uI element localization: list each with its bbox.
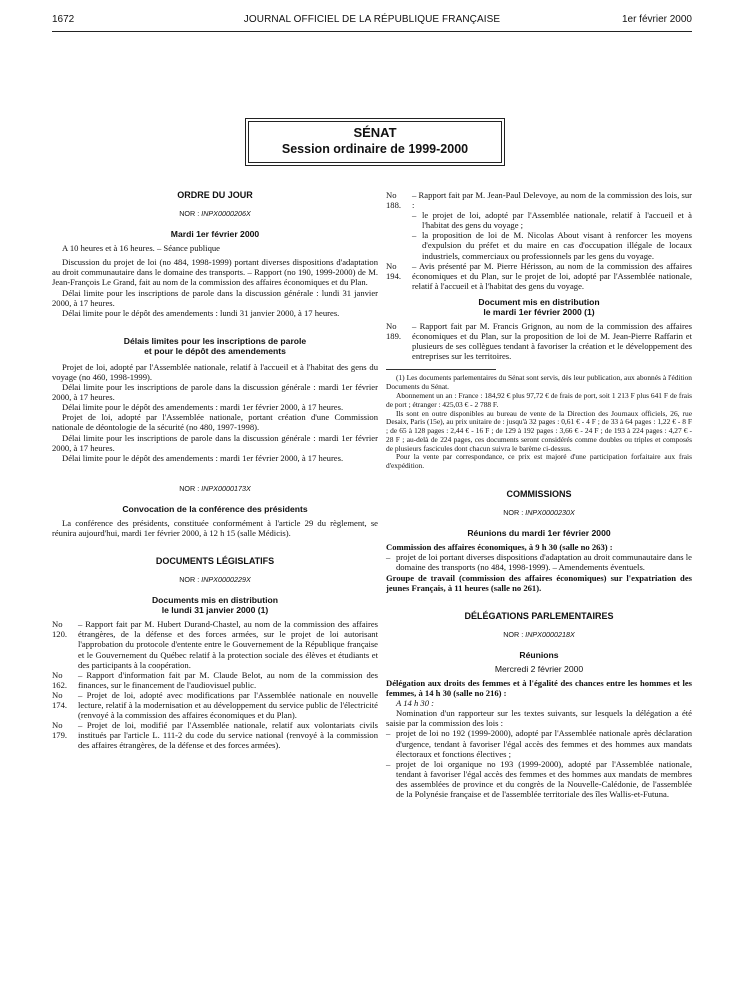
list-item: – le projet de loi, adopté par l'Assemblée nationale, relatif à l'accueil et à l'habitat des gens du voyage ; [412,210,692,231]
left-column [52,190,378,750]
paragraph: Délai limite pour le dépôt des amendements : mardi 1er février 2000, à 17 heures. [62,402,344,413]
paragraph: Délai limite pour les inscriptions de parole dans la discussion générale : mardi 1er février 2000, à 17 heures. [52,382,378,403]
paragraph: A 14 h 30 : [396,698,435,709]
paragraph: Projet de loi, adopté par l'Assemblée nationale, relatif à l'accueil et à l'habitat des gens du voyage (no 460, 1998-1999). [52,361,378,382]
section-title-delegations: DÉLÉGATIONS PARLEMENTAIRES [464,610,614,621]
document-item: No 179. – Projet de loi, modifié par l'Assemblée nationale, relatif aux volontariats civils institués par l'article L. 111-2 du code du service national (renvoyé à la commission des affaires étrangères, de la défense et des forces armées). [52,720,378,751]
senat-banner [248,121,502,163]
nor-code: NOR : INPX0000173X [179,483,251,493]
document-item: No 194. – Avis présenté par M. Pierre Hérisson, au nom de la commission des affaires économiques et du Plan, sur le projet de loi, adopté par l'Assemblée nationale, relatif à l'accueil et à l'habitat des gens du voyage. [386,260,692,291]
footnote-rule [386,369,496,370]
running-header [52,14,692,30]
header-rule [52,31,692,32]
paragraph: Délégation aux droits des femmes et à l'égalité des chances entre les hommes et les femmes, à 14 h 30 (salle no 216) : [386,678,692,699]
nor-code: NOR : INPX0000229X [179,575,251,585]
issue-date: 1er février 2000 [621,14,692,25]
page-number: 1672 [52,14,75,25]
paragraph: Projet de loi, adopté par l'Assemblée nationale, portant création d'une Commission nationale de déontologie de la sécurité (no 480, 1997-1998). [52,412,378,433]
section-title-delais: Délais limites pour les inscriptions de parole et pour le dépôt des amendements [123,335,307,356]
journal-title: JOURNAL OFFICIEL DE LA RÉPUBLIQUE FRANÇAISE [243,14,501,25]
paragraph: Délai limite pour le dépôt des amendements : mardi 1er février 2000, à 17 heures. [62,452,344,463]
paragraph: Discussion du projet de loi (no 484, 1998-1999) portant diverses dispositions d'adaptation au droit communautaire dans le domaine des transports. – Rapport (no 190, 1999-2000) de M. Jean-François Le Grand, fait au nom de la commission des affaires économiques et du Plan. [52,257,378,288]
document-item: No 189. – Rapport fait par M. Francis Grignon, au nom de la commission des affaires économiques et du Plan, sur la proposition de loi de M. Jean-Pierre Raffarin et plusieurs de ses collègues tendant à favoriser la création et le développement des entreprises sur les territoires. [386,320,692,362]
nor-code: NOR : INPX0000206X [179,209,251,219]
right-column [386,190,692,799]
session-date: Mardi 1er février 2000 [170,229,260,240]
paragraph: A 10 heures et à 16 heures. – Séance publique [62,243,220,254]
distribution-heading: Document mis en distribution le mardi 1er février 2000 (1) [478,296,600,317]
nor-code: NOR : INPX0000230X [503,508,575,518]
meeting-date: Mercredi 2 février 2000 [494,663,584,674]
paragraph: Délai limite pour le dépôt des amendements : lundi 31 janvier 2000, à 17 heures. [62,307,340,318]
section-title-documents: DOCUMENTS LÉGISLATIFS [155,556,275,567]
section-title-convocation: Convocation de la conférence des présidents [122,503,308,514]
list-item: – projet de loi portant diverses dispositions d'adaptation au droit communautaire dans le domaine des transports (no 484, 1998-1999). – Amendements éventuels. [386,552,692,573]
document-item: No 188. – Rapport fait par M. Jean-Paul Delevoye, au nom de la commission des lois, sur : [386,190,692,211]
section-title-commissions: COMMISSIONS [506,489,572,500]
footnote: (1) Les documents parlementaires du Sénat sont servis, dès leur publication, aux abonnés à l'édition Documents du Sénat. Abonnement un an : France : 184,92 € plus 97,72 € de frais de port, soit 1 213 F plus 641 F de frais de port ; étranger : 425,03 € - 2 788 F. Ils sont en outre disponibles au bureau de vente de la Direction des Journaux officiels, 26, rue Desaix, Paris (15e), au prix unitaire de : jusqu'à 32 pages : 0,61 € - 4 F ; de 33 à 64 pages : 1,22 € - 8 F ; de 65 à 128 pages : 2,44 € - 16 F ; de 129 à 192 pages : 3,66 € - 24 F ; de 193 à 224 pages : 4,27 € - 28 F ; au-delà de 224 pages, ces documents seront considérés comme doubles ou triples et composés de plusieurs fascicules dont chacun suivra le barème ci-dessus. Pour la vente par correspondance, ce prix est majoré d'une participation forfaitaire aux frais d'expédition. [386,373,692,471]
paragraph: Groupe de travail (commission des affaires économiques) sur l'expatriation des jeunes Français, à 11 heures (salle no 261). [386,572,692,593]
list-item: – projet de loi no 192 (1999-2000), adopté par l'Assemblée nationale après déclaration d'urgence, tendant à favoriser l'égal accès des femmes et des hommes aux mandats électoraux et fonctions électives ; [386,728,692,759]
document-item: No 120. – Rapport fait par M. Hubert Durand-Chastel, au nom de la commission des affaires étrangères, de la défense et des forces armées, sur le projet de loi autorisant l'approbation du protocole d'entente entre le Gouvernement de la République française et le Gouvernement du Québec relatif à la protection sociale des élèves et étudiants et des participants à la coopération. [52,619,378,670]
list-item: – projet de loi organique no 193 (1999-2000), adopté par l'Assemblée nationale, tendant à favoriser l'égal accès des femmes et des hommes aux mandats de membres des assemblées de province et du congrès de la Nouvelle-Calédonie, de l'assemblée de la Polynésie française et de l'assemblée territoriale des îles Wallis-et-Futuna. [386,758,692,800]
list-item: – la proposition de loi de M. Nicolas About visant à renforcer les moyens d'expulsion du préfet et du maire en cas d'occupation illégale de locaux industriels, commerciaux ou professionnels par les gens du voyage. [412,230,692,261]
meetings-heading: Réunions du mardi 1er février 2000 [467,528,611,539]
paragraph: Nomination d'un rapporteur sur les textes suivants, sur lesquels la délégation a été saisie par la commission des lois : [386,708,692,729]
meetings-heading: Réunions [519,649,559,660]
distribution-heading: Documents mis en distribution le lundi 31 janvier 2000 (1) [151,595,279,616]
banner-title: SÉNAT [353,125,397,140]
banner-subtitle: Session ordinaire de 1999-2000 [281,142,469,156]
nor-code: NOR : INPX0000218X [503,629,575,639]
paragraph: Commission des affaires économiques, à 9 h 30 (salle no 263) : [386,542,613,553]
paragraph: Délai limite pour les inscriptions de parole dans la discussion générale : lundi 31 janvier 2000, à 17 heures. [52,287,378,308]
document-item: No 174. – Projet de loi, adopté avec modifications par l'Assemblée nationale en nouvelle lecture, relatif à la modernisation et au développement du service public de l'électricité (renvoyé à la commission des affaires économiques et du Plan). [52,689,378,721]
section-title-ordre: ORDRE DU JOUR [177,190,253,200]
document-item: No 162. – Rapport d'information fait par M. Claude Belot, au nom de la commission des finances, sur le financement de l'audiovisuel public. [52,669,378,690]
paragraph: La conférence des présidents, constituée conformément à l'article 29 du règlement, se réunira aujourd'hui, mardi 1er février 2000, à 12 h 15 (salle Médicis). [52,517,378,538]
paragraph: Délai limite pour les inscriptions de parole dans la discussion générale : mardi 1er février 2000, à 17 heures. [52,432,378,453]
